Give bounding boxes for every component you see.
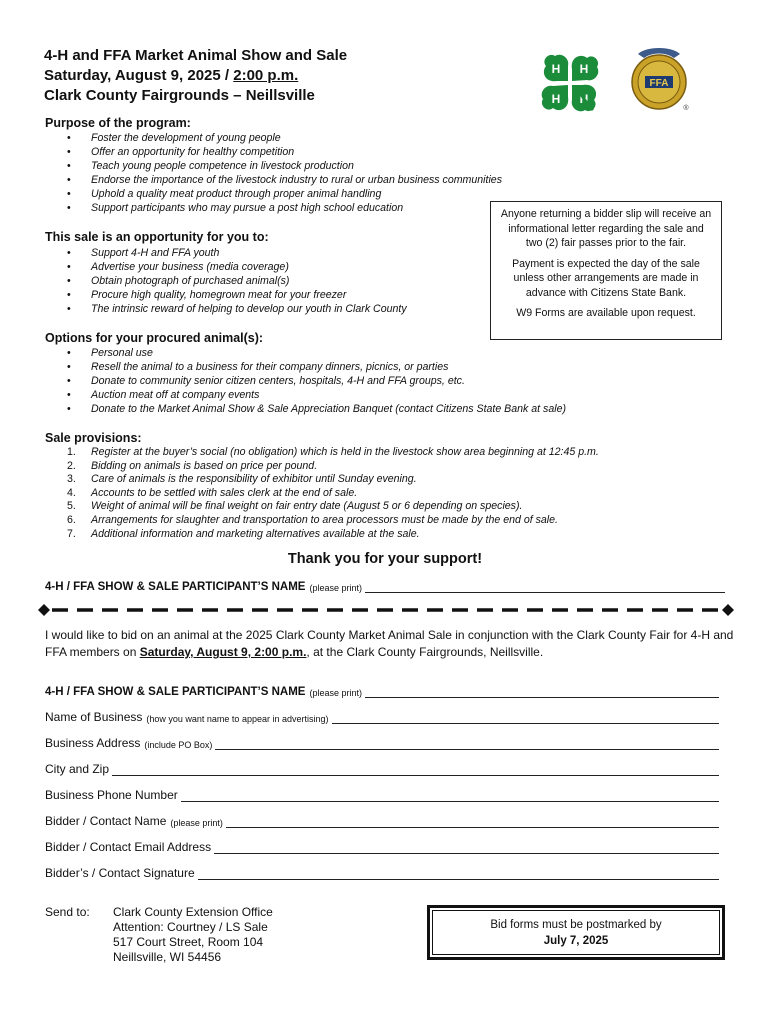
contact-name-label: Bidder / Contact Name (45, 814, 167, 828)
list-item: 6. Arrangements for slaughter and transportation to area processors must be made by the end of sale. (67, 513, 558, 526)
please-print-hint: (please print) (309, 688, 362, 698)
participant-name-row (45, 685, 719, 698)
deadline-text: Bid forms must be postmarked by (490, 919, 662, 931)
options-heading: Options for your procured animal(s): (45, 331, 264, 345)
list-item: • Offer an opportunity for healthy competition (45, 145, 502, 159)
signature-label: Bidder’s / Contact Signature (45, 866, 195, 880)
list-item: 4. Accounts to be settled with sales clerk at the end of sale. (67, 486, 358, 499)
list-item: • The intrinsic reward of helping to develop our youth in Clark County (45, 302, 407, 316)
please-print-hint: (please print) (309, 583, 362, 593)
business-name-field[interactable] (332, 711, 720, 724)
list-item: • Donate to the Market Animal Show & Sale Appreciation Banquet (contact Citizens State Bank at sale) (45, 402, 566, 416)
fourh-letter: H (551, 62, 561, 76)
list-item: • Resell the animal to a business for their company dinners, picnics, or parties (45, 360, 566, 374)
page-title (44, 46, 347, 106)
event-time: 2:00 p.m. (233, 67, 299, 84)
bid-statement: I would like to bid on an animal at the 2025 Clark County Market Animal Sale in conjunction with the Clark County Fair for 4-H and FFA members on Saturday, August 9, 2:00 p.m., at the Clark County Fairgrounds, Neillsville. (45, 628, 734, 659)
fourh-clover-logo-icon (537, 52, 603, 114)
business-address-hint: (include PO Box) (144, 740, 213, 750)
business-address-label: Business Address (45, 736, 141, 750)
list-item: • Endorse the importance of the livestock industry to rural or urban business communities (45, 173, 502, 187)
opportunity-section (45, 230, 407, 316)
list-item: • Foster the development of young people (45, 131, 502, 145)
registered-mark: ® (683, 105, 689, 112)
fourh-letter: H (579, 62, 589, 76)
list-item: • Support 4-H and FFA youth (45, 246, 407, 260)
list-item: 7. Additional information and marketing alternatives available at the sale. (67, 527, 420, 540)
signature-field[interactable] (198, 867, 719, 880)
participant-name-label: 4-H / FFA SHOW & SALE PARTICIPANT’S NAME (45, 686, 306, 698)
ffa-emblem-logo-icon (628, 44, 690, 114)
city-zip-field[interactable] (112, 763, 719, 776)
business-name-row (45, 710, 719, 724)
sale-date-time: Saturday, August 9, 2:00 p.m. (139, 645, 307, 659)
purpose-list (45, 131, 502, 215)
options-list (45, 346, 566, 416)
send-to-label: Send to: (45, 905, 90, 919)
list-item: 1. Register at the buyer’s social (no obligation) which is held in the livestock show area beginning at 12:45 p.m. (67, 446, 599, 458)
deadline-date: July 7, 2025 (543, 935, 609, 947)
opportunity-heading: This sale is an opportunity for you to: (45, 230, 269, 244)
business-address-field[interactable] (215, 737, 719, 750)
info-box (490, 201, 722, 340)
info-passes: Anyone returning a bidder slip will receive an informational letter regarding the sale and two (2) fair passes prior to the fair. (500, 208, 712, 249)
thank-you-heading: Thank you for your support! (287, 551, 483, 567)
participant-name-field[interactable] (365, 580, 725, 593)
event-date: Saturday, August 9, 2025 / (44, 67, 234, 84)
mailing-address (113, 905, 273, 965)
contact-name-hint: (please print) (170, 818, 223, 828)
deadline-box (427, 905, 725, 960)
fourh-letter: H (579, 92, 589, 106)
email-row (45, 840, 719, 854)
email-label: Bidder / Contact Email Address (45, 840, 212, 854)
participant-name-label: 4-H / FFA SHOW & SALE PARTICIPANT’S NAME (45, 581, 306, 593)
fourh-letter: H (551, 92, 561, 106)
title-line-1: 4-H and FFA Market Animal Show and Sale (44, 47, 348, 64)
email-field[interactable] (214, 841, 719, 854)
purpose-heading: Purpose of the program: (45, 116, 191, 130)
phone-field[interactable] (181, 789, 719, 802)
city-zip-label: City and Zip (45, 762, 110, 776)
list-item: • Teach young people competence in livestock production (45, 159, 502, 173)
participant-name-row-top (45, 580, 725, 593)
list-item: • Auction meat off at company events (45, 388, 566, 402)
business-name-hint: (how you want name to appear in advertising) (146, 714, 329, 724)
opportunity-list (45, 246, 407, 316)
list-item: • Uphold a quality meat product through proper animal handling (45, 187, 502, 201)
purpose-section (45, 116, 502, 215)
address-line: Clark County Extension Office (113, 905, 273, 919)
address-line: Attention: Courtney / LS Sale (113, 920, 268, 934)
provisions-list (45, 446, 599, 541)
signature-row (45, 866, 719, 880)
address-line: 517 Court Street, Room 104 (113, 935, 264, 949)
participant-name-field[interactable] (365, 685, 719, 698)
cut-line-divider (38, 603, 734, 617)
list-item: • Support participants who may pursue a post high school education (45, 201, 502, 215)
list-item: • Obtain photograph of purchased animal(s) (45, 274, 407, 288)
business-address-row (45, 736, 719, 750)
title-line-2 (44, 66, 347, 86)
list-item: • Advertise your business (media coverage) (45, 260, 407, 274)
contact-name-field[interactable] (226, 815, 719, 828)
list-item: 2. Bidding on animals is based on price per pound. (67, 459, 318, 472)
title-line-3: Clark County Fairgrounds – Neillsville (44, 87, 315, 104)
business-name-label: Name of Business (45, 710, 143, 724)
ffa-text: FFA (649, 78, 669, 89)
provisions-section (45, 431, 599, 541)
city-zip-row (45, 762, 719, 776)
list-item: • Personal use (45, 346, 566, 360)
phone-label: Business Phone Number (45, 788, 178, 802)
phone-row (45, 788, 719, 802)
address-line: Neillsville, WI 54456 (113, 950, 222, 964)
info-payment: Payment is expected the day of the sale unless other arrangements are made in advance with Citizens State Bank. (512, 257, 700, 299)
info-w9: W9 Forms are available upon request. (516, 307, 696, 319)
list-item: • Procure high quality, homegrown meat for your freezer (45, 288, 407, 302)
contact-name-row (45, 814, 719, 828)
options-section (45, 331, 566, 416)
provisions-heading: Sale provisions: (45, 431, 142, 445)
list-item: • Donate to community senior citizen centers, hospitals, 4-H and FFA groups, etc. (45, 374, 566, 388)
list-item: 3. Care of animals is the responsibility of exhibitor until Sunday evening. (67, 473, 417, 486)
list-item: 5. Weight of animal will be final weight on fair entry date (August 5 or 6 depending on species). (67, 500, 523, 513)
